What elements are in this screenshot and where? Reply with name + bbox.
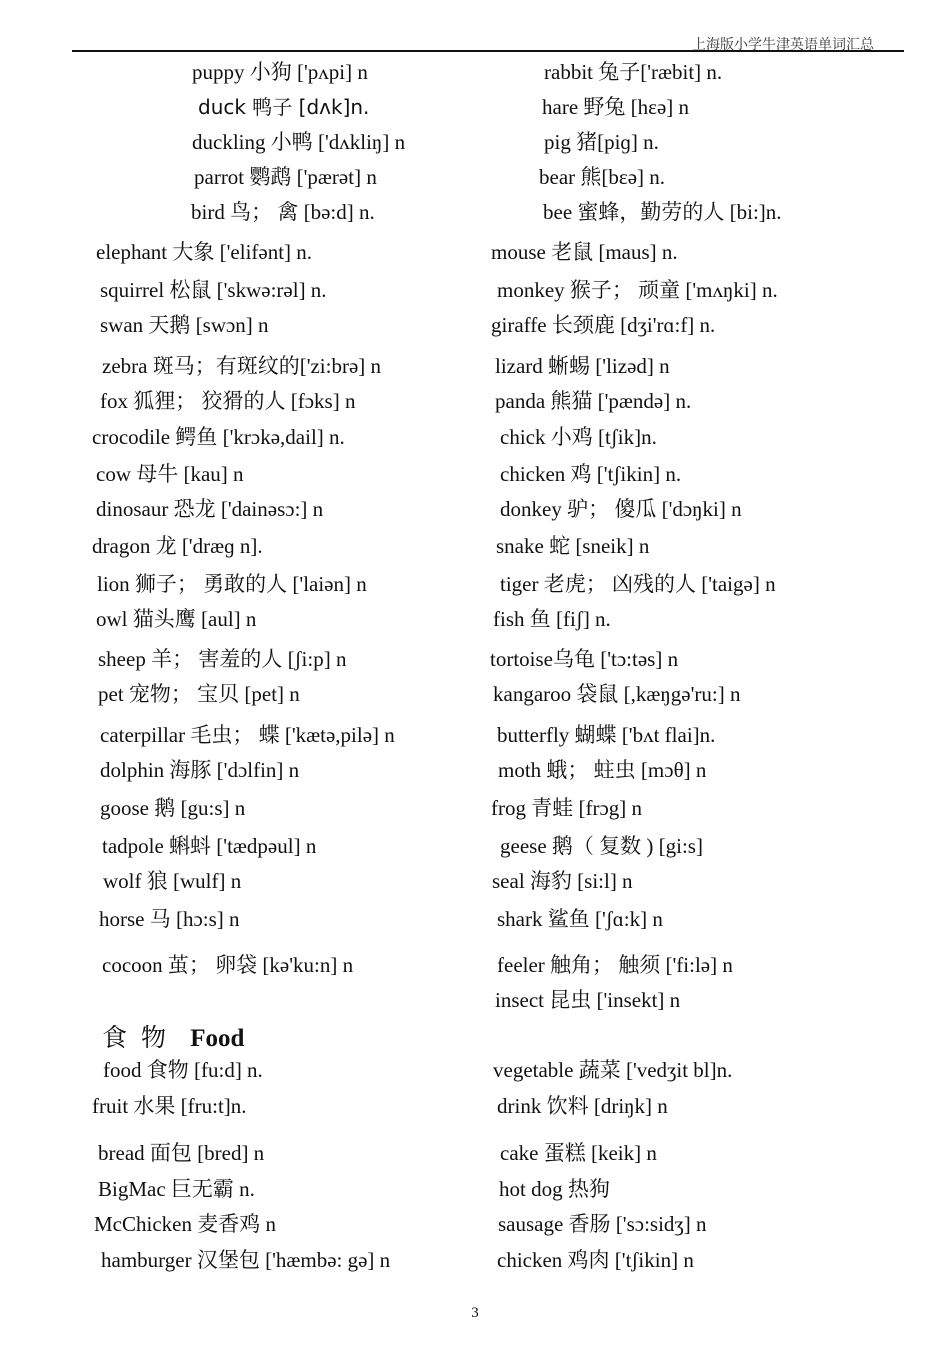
word-entry: tiger 老虎； 凶残的人 ['taigə] n — [500, 572, 776, 596]
word-entry: lizard 蜥蜴 ['lizəd] n — [495, 354, 670, 378]
word-entry: hamburger 汉堡包 ['hæmbə: gə] n — [101, 1248, 391, 1272]
word-entry: bee 蜜蜂，勤劳的人 [bi:]n. — [543, 200, 782, 224]
word-entry: tortoise乌龟 ['tɔ:təs] n — [490, 647, 679, 671]
word-entry: dragon 龙 ['dræɡ n]. — [92, 534, 263, 558]
word-entry: fox 狐狸； 狡猾的人 [fɔks] n — [100, 389, 356, 413]
word-entry: butterfly 蝴蝶 ['bʌt flai]n. — [497, 723, 716, 747]
word-entry: chicken 鸡 ['tʃikin] n. — [500, 462, 682, 486]
word-entry: bird 鸟； 禽 [bə:d] n. — [191, 200, 375, 224]
word-entry: geese 鹅（ 复数 ) [gi:s] — [500, 834, 703, 858]
word-entry: cow 母牛 [kau] n — [96, 462, 244, 486]
word-entry: lion 狮子； 勇敢的人 ['laiən] n — [97, 572, 367, 596]
word-entry: puppy 小狗 ['pʌpi] n — [192, 60, 368, 84]
word-entry: caterpillar 毛虫； 蝶 ['kætə,pilə] n — [100, 723, 395, 747]
word-entry: vegetable 蔬菜 ['vedʒit bl]n. — [493, 1058, 733, 1082]
word-entry: insect 昆虫 ['insekt] n — [495, 988, 681, 1012]
word-entry: fruit 水果 [fru:t]n. — [92, 1094, 247, 1118]
page-number: 3 — [471, 1305, 479, 1321]
word-entry: mouse 老鼠 [maus] n. — [491, 240, 678, 264]
word-entry: frog 青蛙 [frɔg] n — [491, 796, 643, 820]
word-entry: crocodile 鳄鱼 ['krɔkə,dail] n. — [92, 425, 345, 449]
word-entry: owl 猫头鹰 [aul] n — [96, 607, 257, 631]
word-entry: duckling 小鸭 ['dʌkliŋ] n — [192, 130, 406, 154]
word-entry: squirrel 松鼠 ['skwə:rəl] n. — [100, 278, 327, 302]
word-entry: McChicken 麦香鸡 n — [94, 1212, 276, 1236]
section-title-food — [102, 1018, 244, 1054]
word-entry: BigMac 巨无霸 n. — [98, 1177, 255, 1201]
word-entry: elephant 大象 ['elifənt] n. — [96, 240, 313, 264]
word-entry: donkey 驴； 傻瓜 ['dɔŋki] n — [500, 497, 742, 521]
page-header — [72, 28, 904, 52]
word-entry: rabbit 兔子['ræbit] n. — [544, 60, 723, 84]
word-entry: hot dog 热狗 — [499, 1177, 610, 1201]
word-entry: duck 鸭子 [dʌk]n. — [198, 95, 370, 119]
word-entry: goose 鹅 [gu:s] n — [100, 796, 246, 820]
word-entry: chicken 鸡肉 ['tʃikin] n — [497, 1248, 694, 1272]
word-entry: cocoon 茧； 卵袋 [kə'ku:n] n — [102, 953, 354, 977]
word-entry: dolphin 海豚 ['dɔlfin] n — [100, 758, 300, 782]
section-title-cn: 食物 — [102, 1025, 181, 1052]
word-entry: snake 蛇 [sneik] n — [496, 534, 650, 558]
word-entry: fish 鱼 [fiʃ] n. — [493, 607, 611, 631]
word-entry: tadpole 蝌蚪 ['tædpəul] n — [102, 834, 317, 858]
section-title-en: Food — [190, 1025, 245, 1052]
word-entry: kangaroo 袋鼠 [,kæŋgə'ru:] n — [493, 682, 741, 706]
word-entry: panda 熊猫 ['pændə] n. — [495, 389, 692, 413]
word-entry: parrot 鹦鹉 ['pærət] n — [194, 165, 377, 189]
word-entry: bear 熊[bεə] n. — [539, 165, 666, 189]
header-title: 上海版小学牛津英语单词汇总 — [692, 38, 874, 53]
word-entry: drink 饮料 [driŋk] n — [497, 1094, 668, 1118]
word-entry: monkey 猴子； 顽童 ['mʌŋki] n. — [497, 278, 778, 302]
word-entry: pet 宠物； 宝贝 [pet] n — [98, 682, 300, 706]
word-entry: zebra 斑马；有斑纹的['zi:brə] n — [102, 354, 382, 378]
word-entry: feeler 触角； 触须 ['fi:lə] n — [497, 953, 733, 977]
word-entry: seal 海豹 [si:l] n — [492, 869, 633, 893]
word-entry: moth 蛾； 蛀虫 [mɔθ] n — [498, 758, 707, 782]
word-entry: giraffe 长颈鹿 [dʒi'rɑ:f] n. — [491, 313, 716, 337]
word-entry: shark 鲨鱼 ['ʃɑ:k] n — [497, 907, 663, 931]
word-entry: swan 天鹅 [swɔn] n — [100, 313, 269, 337]
word-entry: food 食物 [fu:d] n. — [103, 1058, 263, 1082]
word-entry: sausage 香肠 ['sɔ:sidʒ] n — [498, 1212, 707, 1236]
word-entry: sheep 羊； 害羞的人 [ʃi:p] n — [98, 647, 347, 671]
word-entry: pig 猪[piɡ] n. — [544, 130, 659, 154]
word-entry: hare 野兔 [hεə] n — [542, 95, 690, 119]
word-entry: horse 马 [hɔ:s] n — [99, 907, 240, 931]
word-entry: wolf 狼 [wulf] n — [103, 869, 242, 893]
word-entry: dinosaur 恐龙 ['dainəsɔ:] n — [96, 497, 324, 521]
word-entry: chick 小鸡 [tʃik]n. — [500, 425, 657, 449]
word-entry: cake 蛋糕 [keik] n — [500, 1141, 657, 1165]
word-entry: bread 面包 [bred] n — [98, 1141, 265, 1165]
